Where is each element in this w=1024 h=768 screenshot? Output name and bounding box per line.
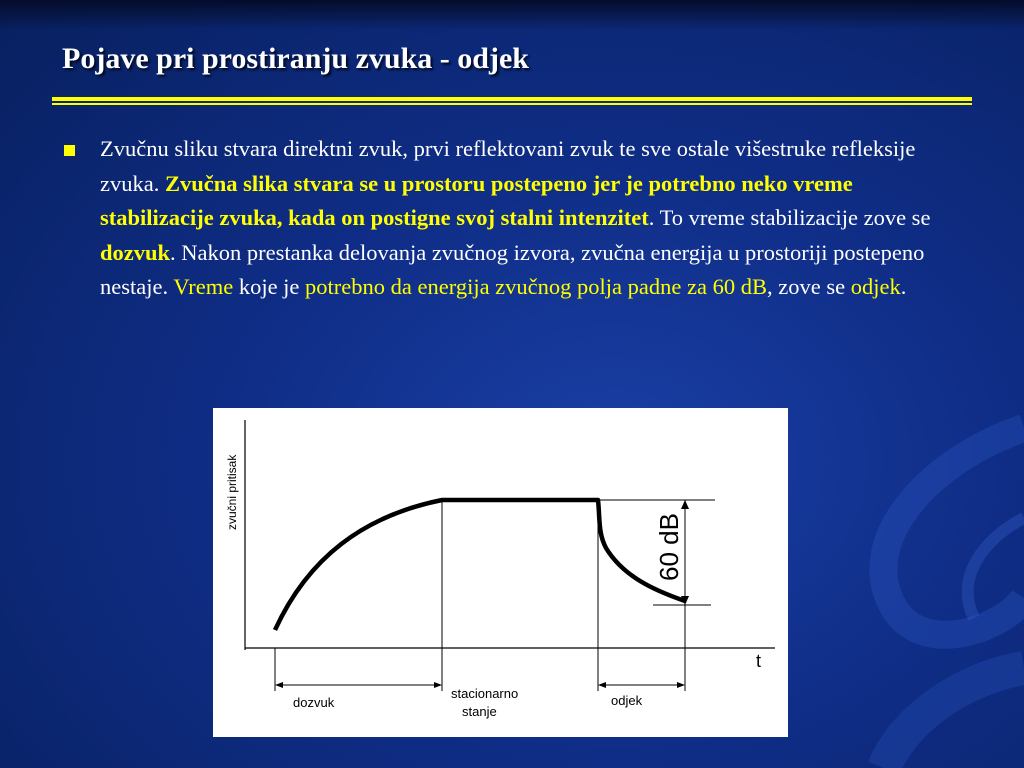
x-axis-label: t [756,651,762,671]
decay-arrow-head-top [681,500,689,509]
odjek-arrow-right-head [677,682,685,688]
stationary-label-line1: stacionarno [451,686,519,701]
odjek-label: odjek [611,693,643,708]
slide-title: Pojave pri prostiranju zvuka - odjek [62,42,529,75]
sound-pressure-curve [275,500,685,630]
top-shade [0,0,1024,30]
odjek-arrow-left-head [598,682,606,688]
reverberation-diagram [213,408,788,737]
paragraph-segment: . Nakon prestanka delovanja zvučnog izvora, zvučna energija u prostoriji postepeno nestaje. [100,239,925,299]
title-underline-thin [52,103,972,105]
paragraph-segment: dozvuk [100,239,171,265]
bullet-paragraph [100,132,940,305]
paragraph-segment: koje je [233,274,306,299]
paragraph-segment: Zvučna slika stvara se u prostoru postepeno jer je potrebno neko vreme stabilizacije zvuka, kada on postigne svoj stalni intenzitet [100,170,853,230]
diagram-svg [213,408,788,737]
paragraph-segment: Zvučnu sliku stvara direktni zvuk, prvi reflektovani zvuk te sve ostale višestruke refleksije zvuka. [100,136,916,196]
paragraph-segment: , zove se [766,274,851,299]
paragraph-segment: odjek [850,274,901,299]
dozvuk-arrow-left-head [275,682,283,688]
dozvuk-label: dozvuk [293,695,335,710]
stationary-label-line2: stanje [462,704,497,719]
bullet-square-icon [64,145,75,156]
paragraph-segment: . To vreme stabilizacije zove se [648,205,931,230]
y-axis-label: zvučni pritisak [225,454,239,530]
dozvuk-arrow-right-head [434,682,442,688]
paragraph-segment: potrebno da energija zvučnog polja padne za 60 dB [305,274,767,299]
paragraph-segment: . [900,274,907,299]
title-underline-thick [52,97,972,101]
paragraph-segment: Vreme [173,274,234,299]
decay-label: 60 dB [654,513,684,581]
